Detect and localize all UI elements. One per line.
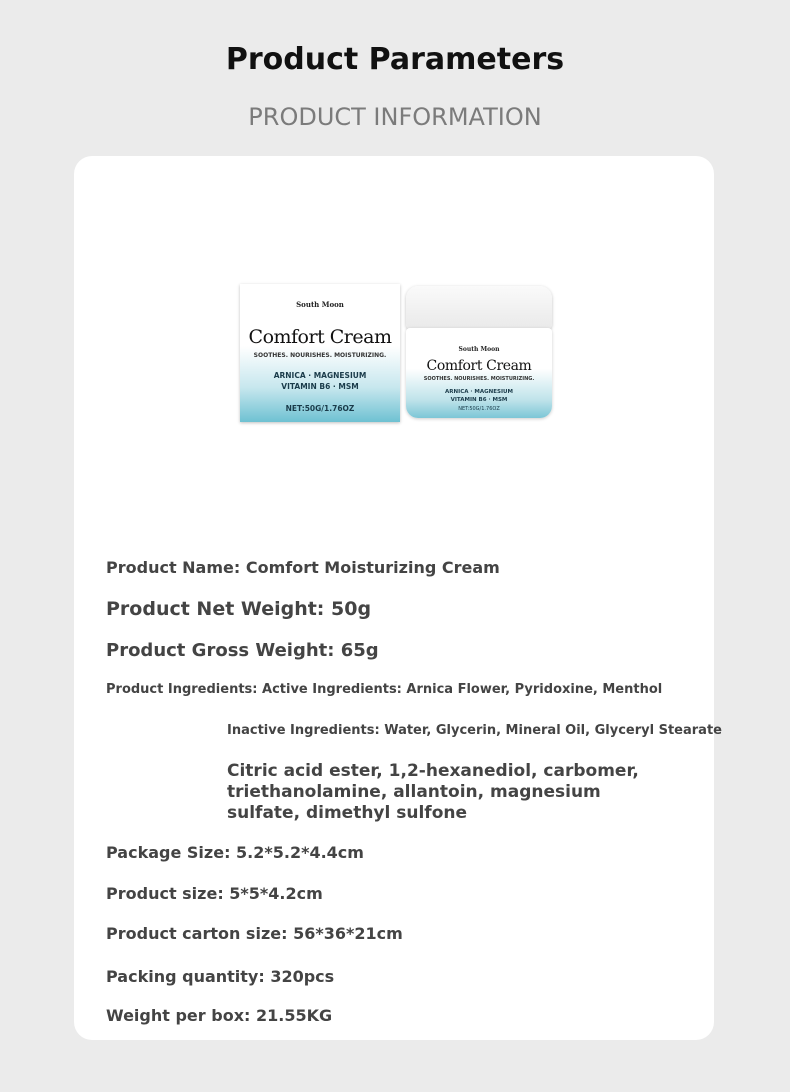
jar-ingredients-line2: VITAMIN B6 · MSM (450, 397, 508, 403)
box-title: Comfort Cream (248, 326, 392, 348)
spec-ingredients: Product Ingredients: Active Ingredients: Arnica Flower, Pyridoxine, Menthol (106, 682, 663, 697)
jar-brand-logo: South Moon (458, 346, 500, 353)
spec-weight-per-box: Weight per box: 21.55KG (106, 1006, 333, 1025)
spec-product-size: Product size: 5*5*4.2cm (106, 884, 323, 903)
spec-inactive-ingredients: Inactive Ingredients: Water, Glycerin, Mineral Oil, Glyceryl Stearate (227, 723, 722, 738)
spec-carton-size: Product carton size: 56*36*21cm (106, 924, 403, 943)
page-title: Product Parameters (225, 42, 565, 77)
box-tagline: SOOTHES. NOURISHES. MOISTURIZING. (253, 352, 387, 359)
spec-net-weight: Product Net Weight: 50g (106, 598, 372, 620)
jar-title: Comfort Cream (426, 358, 532, 374)
box-brand-logo: South Moon (296, 300, 344, 309)
spec-gross-weight: Product Gross Weight: 65g (106, 640, 379, 661)
product-jar (406, 328, 552, 418)
product-image (226, 280, 566, 430)
jar-net-weight: NET:50G/1.76OZ (458, 406, 500, 412)
box-ingredients-line2: VITAMIN B6 · MSM (281, 382, 359, 391)
jar-ingredients-line1: ARNICA · MAGNESIUM (445, 389, 513, 395)
jar-lid (406, 286, 552, 330)
box-net-weight: NET:50G/1.76OZ (285, 404, 355, 413)
spec-packing-quantity: Packing quantity: 320pcs (106, 967, 335, 986)
product-box (240, 284, 400, 422)
page-subtitle: PRODUCT INFORMATION (248, 103, 542, 131)
spec-package-size: Package Size: 5.2*5.2*4.4cm (106, 843, 364, 862)
box-ingredients (240, 370, 400, 392)
spec-more-ingredients: Citric acid ester, 1,2-hexanediol, carbomer, triethanolamine, allantoin, magnesium sulfate, dimethyl sulfone (227, 761, 639, 823)
box-ingredients-line1: ARNICA · MAGNESIUM (273, 371, 367, 380)
spec-product-name: Product Name: Comfort Moisturizing Cream (106, 558, 500, 577)
jar-ingredients (406, 388, 552, 404)
jar-tagline: SOOTHES. NOURISHES. MOISTURIZING. (423, 376, 535, 382)
